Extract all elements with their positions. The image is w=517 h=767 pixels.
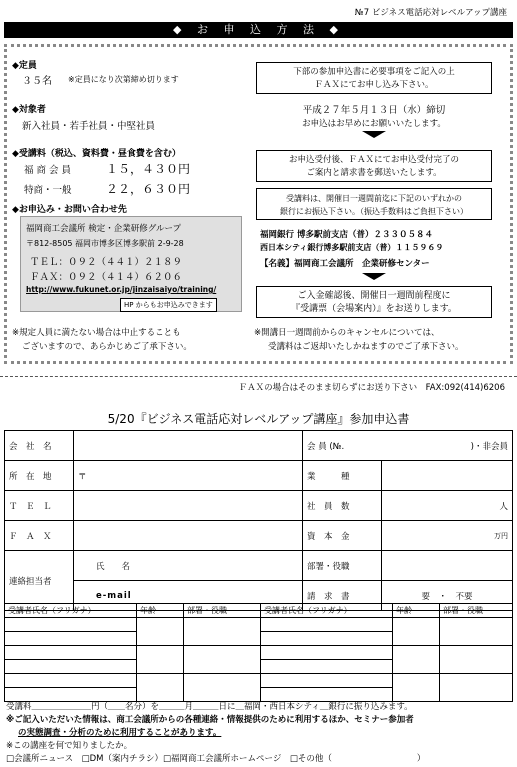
cancel-note-1: ※規定人員に満たない場合は中止することも <box>12 328 181 338</box>
capital-label: 資 本 金 <box>303 521 382 551</box>
participant-name-header: 受講者氏名（フリガナ） <box>5 604 137 618</box>
step4-line2: 『受講票（会場案内）』をお送りします。 <box>291 304 457 314</box>
dept-cell[interactable] <box>184 674 261 702</box>
fax-label: Ｆ Ａ Ｘ <box>5 521 74 551</box>
participant-name-header: 受講者氏名（フリガナ） <box>261 604 393 618</box>
participant-cell[interactable] <box>5 618 137 632</box>
cancel-note-2: ございますので、あらかじめご了承下さい。 <box>22 342 192 352</box>
participant-cell[interactable] <box>5 646 137 660</box>
fee-member-label: 福 商 会 員 <box>24 165 72 176</box>
tel-label: Ｔ Ｅ Ｌ <box>5 491 74 521</box>
address-label: 所 在 地 <box>5 461 74 491</box>
dept-cell[interactable] <box>440 618 513 646</box>
postal-mark: 〒 <box>78 471 87 482</box>
capital-field[interactable] <box>382 521 513 551</box>
step2-box <box>256 150 492 182</box>
step4-line1: ご入金確認後、開催日一週間前程度に <box>297 291 451 301</box>
target-text: 新入社員・若手社員・中堅社員 <box>22 121 156 132</box>
invoice-option[interactable]: 要 ・ 不要 <box>382 581 513 611</box>
privacy-note-1: ※ご記入いただいた情報は、商工会議所からの各種連絡・情報提供のために利用するほか、セミナー参加者 <box>6 715 414 725</box>
deadline-note: お申込はお早めにお願いいたします。 <box>302 119 446 129</box>
address-field[interactable] <box>74 461 303 491</box>
org-address: 〒812-8505 福岡市博多区博多駅前 2-9-28 <box>26 239 184 248</box>
fee-heading: ◆受講料（税込、資料費・昼食費を含む） <box>12 149 181 159</box>
step1-line1: 下部の参加申込書に必要事項をご記入の上 <box>293 67 455 77</box>
participant-cell[interactable] <box>5 660 137 674</box>
participant-cell[interactable] <box>5 688 137 702</box>
application-form-table <box>4 430 513 611</box>
down-arrow-icon <box>362 131 386 138</box>
course-number-label: №7 ビジネス電話応対レベルアップ講座 <box>354 8 507 18</box>
dept-cell[interactable] <box>440 646 513 674</box>
persons-unit: 人 <box>499 501 508 512</box>
participant-cell[interactable] <box>261 688 393 702</box>
participant-cell[interactable] <box>261 646 393 660</box>
yen-unit: 万円 <box>494 531 508 540</box>
contact-heading: ◆お申込み・お問い合わせ先 <box>12 205 127 215</box>
form-title: 5/20『ビジネス電話応対レベルアップ講座』参加申込書 <box>107 412 410 426</box>
fee-member-value: １５，４３０円 <box>106 162 191 176</box>
org-name: 福岡商工会議所 検定・企業研修グループ <box>26 224 182 234</box>
fee-other-label: 特商・一般 <box>24 185 72 196</box>
step2-line1: お申込受付後、ＦＡＸにてお申込受付完了の <box>288 155 459 165</box>
company-field[interactable] <box>74 431 303 461</box>
survey-options[interactable]: □会議所ニュース □DM（案内チラシ）□福岡商工会議所ホームページ □その他（ ） <box>6 754 426 764</box>
dept-cell[interactable] <box>184 618 261 646</box>
cancel-policy-1: ※開講日一週間前からのキャンセルについては、 <box>254 328 440 338</box>
dept-label: 部署・役職 <box>303 551 382 581</box>
dept-header: 部署・役職 <box>440 604 513 618</box>
org-tel: ＴＥＬ：０９２（４４１）２１８９ <box>30 257 183 268</box>
deadline-text: 平成２７年５月１３日（水）締切 <box>302 105 446 116</box>
participant-cell[interactable] <box>261 674 393 688</box>
email-label: e-mail <box>96 590 132 601</box>
bank-1: 福岡銀行 博多駅前支店（普）２３３０５８４ <box>260 230 433 240</box>
fee-other-value: ２２，６３０円 <box>106 182 191 196</box>
participants-table <box>4 603 513 702</box>
age-cell[interactable] <box>137 646 184 674</box>
cut-line <box>0 376 517 377</box>
age-cell[interactable] <box>393 618 440 646</box>
employees-label: 社 員 数 <box>303 491 382 521</box>
dept-field[interactable] <box>382 551 513 581</box>
participant-cell[interactable] <box>5 674 137 688</box>
name-label: 氏 名 <box>96 561 131 572</box>
bank-account-name: 【名義】福岡商工会議所 企業研修センター <box>260 259 430 269</box>
nonmember-label: )・非会員 <box>470 441 508 452</box>
step1-line2: ＦＡＸにてお申し込み下さい。 <box>314 80 434 90</box>
target-heading: ◆対象者 <box>12 105 46 115</box>
participant-cell[interactable] <box>261 632 393 646</box>
step3-box <box>256 188 492 220</box>
tel-field[interactable] <box>74 491 303 521</box>
fax-field[interactable] <box>74 521 303 551</box>
member-label: 会 員 (№. <box>307 441 345 452</box>
fax-instruction: ＦＡＸの場合はそのまま切らずにお送り下さい FAX:092(414)6206 <box>238 383 505 393</box>
age-header: 年齢 <box>137 604 184 618</box>
payment-line: 受講料＿＿＿＿＿＿＿円（＿＿名分）を＿＿＿月＿＿＿日に＿福岡・西日本シティ＿銀行に振り込みます。 <box>6 702 413 712</box>
privacy-note-2: の実態調査・分析のために利用することがあります。 <box>18 728 222 738</box>
bank-2: 西日本シティ銀行博多駅前支店（普）１１５９６９ <box>260 243 444 252</box>
dept-cell[interactable] <box>440 674 513 702</box>
invoice-label: 請 求 書 <box>303 581 382 611</box>
step3-line2: 銀行にお振込下さい。（振込手数料はご負担下さい） <box>280 207 468 216</box>
contact-person-label: 連絡担当者 <box>5 551 74 611</box>
dept-header: 部署・役職 <box>184 604 261 618</box>
section-title-bar: ◆ お 申 込 方 法 ◆ <box>4 22 513 38</box>
industry-field[interactable] <box>382 461 513 491</box>
step1-box <box>256 62 492 94</box>
cancel-policy-2: 受講料はご返却いたしかねますのでご了承下さい。 <box>268 342 464 352</box>
capacity-text: ３５名 <box>22 76 52 87</box>
age-cell[interactable] <box>393 674 440 702</box>
age-cell[interactable] <box>137 618 184 646</box>
age-cell[interactable] <box>137 674 184 702</box>
contact-name-field[interactable] <box>74 551 303 581</box>
org-fax: ＦＡＸ：０９２（４１４）６２０６ <box>30 272 183 283</box>
hp-note-badge: HP からもお申込みできます <box>120 298 217 312</box>
capacity-note: ※定員になり次第締め切ります <box>68 75 179 84</box>
participant-cell[interactable] <box>5 632 137 646</box>
participant-cell[interactable] <box>261 660 393 674</box>
step2-line2: ご案内と請求書を郵送いたします。 <box>306 168 442 178</box>
participant-cell[interactable] <box>261 618 393 632</box>
capacity-heading: ◆定員 <box>12 61 37 71</box>
industry-label: 業 種 <box>303 461 382 491</box>
dept-cell[interactable] <box>184 646 261 674</box>
org-url-link[interactable]: http://www.fukunet.or.jp/jinzaisaiyo/training/ <box>26 285 217 294</box>
employees-field[interactable] <box>382 491 513 521</box>
step4-box <box>256 286 492 318</box>
survey-question: ※この講座を何で知りましたか。 <box>6 741 133 751</box>
member-field[interactable] <box>303 431 513 461</box>
down-arrow-icon <box>362 273 386 280</box>
company-label: 会 社 名 <box>5 431 74 461</box>
age-header: 年齢 <box>393 604 440 618</box>
age-cell[interactable] <box>393 646 440 674</box>
step3-line1: 受講料は、開催日一週間前迄に下記のいずれかの <box>286 194 462 203</box>
